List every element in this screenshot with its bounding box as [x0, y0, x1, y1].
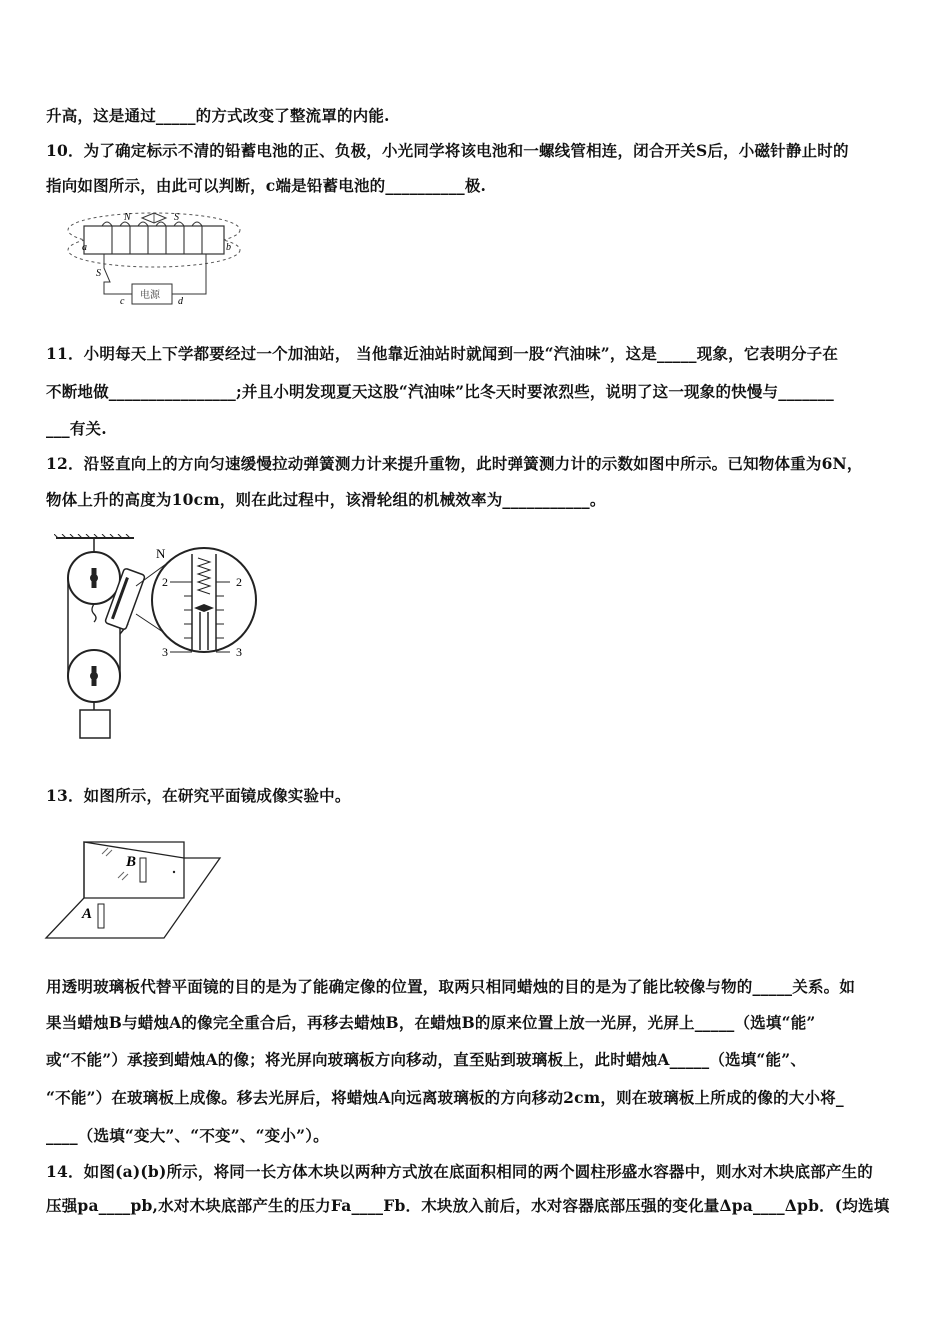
text-line: 压强pa____pb,水对木块底部产生的压力Fa____Fb．木块放入前后，水对容器底部压强的变化量Δpa____Δpb．(均选填 — [46, 1196, 890, 1215]
scale-tick-3-right: 3 — [236, 645, 242, 659]
question-13-text: 13．如图所示，在研究平面镜成像实验中。 — [46, 786, 351, 805]
text-line: ____（选填“变大”、“不变”、“变小”）。 — [46, 1126, 329, 1145]
text-line: 果当蜡烛B与蜡烛A的像完全重合后，再移去蜡烛B，在蜡烛B的原来位置上放一光屏，光屏上_____（选填“能” — [46, 1013, 816, 1032]
text-line: “不能”）在玻璃板上成像。移去光屏后，将蜡烛A向远离玻璃板的方向移动2cm，则在玻璃板上所成的像的大小将_ — [46, 1088, 844, 1107]
solenoid-figure — [66, 208, 246, 308]
text-line: ___有关. — [46, 419, 107, 438]
question-10-text: 10．为了确定标示不清的铅蓄电池的正、负极，小光同学将该电池和一螺线管相连，闭合开关S后，小磁针静止时的 — [46, 141, 849, 160]
compass-s-label: S — [174, 212, 179, 223]
text-line: 不断地做________________;并且小明发现夏天这股“汽油味”比冬天时要浓烈些，说明了这一现象的快慢与_______ — [46, 382, 834, 401]
text-line: 物体上升的高度为10cm，则在此过程中，该滑轮组的机械效率为___________。 — [46, 490, 606, 509]
text-line: 指向如图所示，由此可以判断，c端是铅蓄电池的__________极. — [46, 176, 487, 195]
question-11-text: 11．小明每天上下学都要经过一个加油站， 当他靠近油站时就闻到一股“汽油味”，这是_____现象，它表明分子在 — [46, 344, 839, 363]
text-line: 升高，这是通过_____的方式改变了整流罩的内能. — [46, 106, 390, 125]
terminal-b-label: b — [226, 242, 231, 253]
scale-unit-label: N — [156, 546, 166, 561]
terminal-a-label: a — [82, 242, 87, 253]
terminal-d-label: d — [178, 296, 183, 307]
scale-tick-3-left: 3 — [162, 645, 168, 659]
question-14-text: 14．如图(a)(b)所示，将同一长方体木块以两种方式放在底面积相同的两个圆柱形盛水容器中，则水对木块底部产生的 — [46, 1162, 873, 1181]
candle-a-label: A — [82, 906, 93, 922]
question-12-text: 12．沿竖直向上的方向匀速缓慢拉动弹簧测力计来提升重物，此时弹簧测力计的示数如图中所示。已知物体重为6N， — [46, 454, 863, 473]
pulley-figure — [54, 534, 264, 744]
switch-label: S — [96, 268, 101, 279]
compass-n-label: N — [124, 212, 131, 223]
scale-tick-2-right: 2 — [236, 575, 242, 589]
candle-b-label: B — [126, 854, 137, 870]
terminal-c-label: c — [120, 296, 125, 307]
text-line: 或“不能”）承接到蜡烛A的像；将光屏向玻璃板方向移动，直至贴到玻璃板上，此时蜡烛A_____（选填“能”、 — [46, 1050, 807, 1069]
question-13-body: 用透明玻璃板代替平面镜的目的是为了能确定像的位置，取两只相同蜡烛的目的是为了能比较像与物的_____关系。如 — [46, 977, 856, 996]
scale-tick-2-left: 2 — [162, 575, 168, 589]
mirror-experiment-figure — [44, 838, 226, 942]
power-source-label: 电源 — [140, 290, 160, 301]
